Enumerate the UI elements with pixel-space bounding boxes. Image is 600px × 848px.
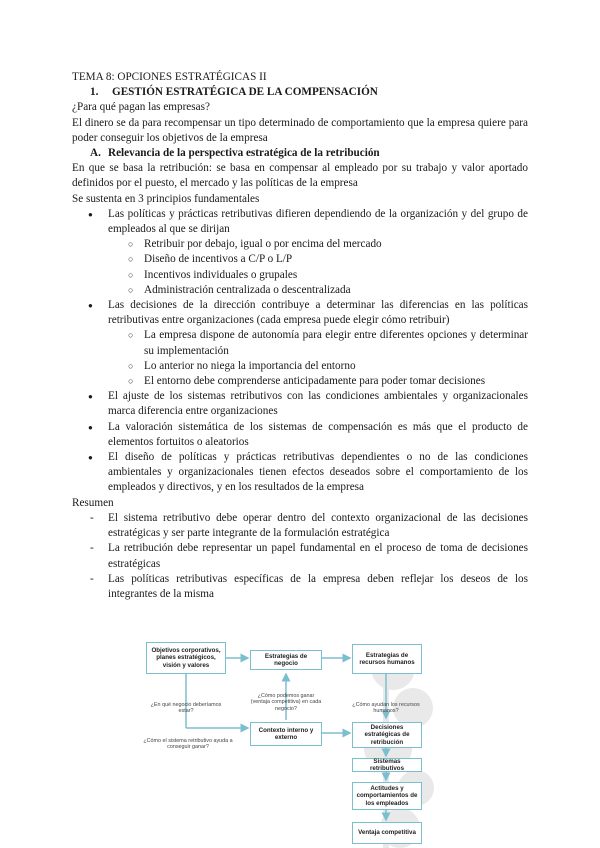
question-compensation-help: ¿Cómo el sistema retributivo ayuda a conseguir ganar? (143, 738, 233, 751)
sub-list-item: ○ Diseño de incentivos a C/P o L/P (72, 252, 528, 267)
question-competitive-advantage: ¿Cómo podemos ganar (ventaja competitiva) en cada negocio? (250, 693, 322, 712)
summary-item: - El sistema retributivo debe operar dentro del contexto organizacional de las decisiones estratégicas y ser parte integrante de la formulación estratégica (72, 511, 528, 541)
box-hr-strategies: Estrategias de recursos humanos (352, 644, 422, 674)
sub-list-item: ○ El entorno debe comprenderse anticipadamente para poder tomar decisiones (72, 374, 528, 389)
list-item: ● La valoración sistemática de los sistemas de compensación es más que el producto de elementos fortuitos o aleatorios (72, 420, 528, 450)
compensation-strategy-diagram (138, 638, 438, 848)
summary-item: - La retribución debe representar un papel fundamental en el proceso de toma de decisiones estratégicas (72, 541, 528, 571)
sub-list-item: ○ Administración centralizada o descentralizada (72, 283, 528, 298)
section-1-title: GESTIÓN ESTRATÉGICA DE LA COMPENSACIÓN (112, 86, 378, 99)
sub-list-item: ○ Lo anterior no niega la importancia del entorno (72, 359, 528, 374)
summary-list (72, 511, 528, 602)
paragraph-principles: Se sustenta en 3 principios fundamentales (72, 192, 260, 205)
paragraph-basis: En que se basa la retribución: se basa en compensar al empleado por su trabajo y valor aportado definidos por el puesto, el mercado y las políticas de la empresa (72, 162, 528, 190)
list-item (72, 298, 528, 389)
question-why-pay: ¿Para qué pagan las empresas? (72, 101, 210, 114)
paragraph-money: El dinero se da para recompensar un tipo determinado de comportamiento que la empresa quiere para poder conseguir los objetivos de la empresa (72, 116, 528, 144)
question-hr-help: ¿Cómo ayudan los recursos humanos? (352, 702, 420, 715)
section-a-number: A. (90, 147, 101, 160)
box-competitive-advantage: Ventaja competitiva (352, 822, 422, 844)
document-header: TEMA 8: OPCIONES ESTRATÉGICAS II (72, 71, 267, 83)
question-business: ¿En qué negocio deberíamos estar? (150, 702, 222, 715)
document-body (72, 70, 528, 602)
principles-list (72, 207, 528, 496)
section-a-title: Relevancia de la perspectiva estratégica de la retribución (108, 147, 380, 160)
box-compensation-systems: Sistemas retributivos (352, 758, 422, 772)
summary-item: - Las políticas retributivas específicas de la empresa deben reflejar los deseos de los integrantes de la misma (72, 572, 528, 602)
bullet-text: Las políticas y prácticas retributivas difieren dependiendo de la organización y del grupo de empleados al que se dirijan (108, 207, 528, 236)
box-compensation-decisions: Decisiones estratégicas de retribución (352, 722, 422, 748)
list-item: ● El ajuste de los sistemas retributivos con las condiciones ambientales y organizacionales marca diferencia entre organizaciones (72, 389, 528, 419)
sub-list (108, 328, 528, 389)
bullet-text: Las decisiones de la dirección contribuye a determinar las diferencias en las políticas retributivas entre organizaciones (cada empresa puede elegir cómo retribuir) (108, 299, 528, 327)
sub-list-item: ○ Retribuir por debajo, igual o por encima del mercado (72, 237, 528, 252)
box-business-strategies: Estrategias de negocio (250, 650, 322, 670)
section-a-heading (72, 146, 528, 161)
section-1-heading (72, 85, 528, 100)
box-internal-external-context: Contexto interno y externo (250, 722, 322, 746)
sub-list-item: ○ Incentivos individuales o grupales (72, 268, 528, 283)
sub-list (108, 237, 528, 298)
box-employee-attitudes: Actitudes y comportamientos de los empleados (352, 782, 422, 810)
box-corporate-objectives: Objetivos corporativos, planes estratégicos, visión y valores (146, 642, 226, 674)
sub-list-item: ○ La empresa dispone de autonomía para elegir entre diferentes opciones y determinar su implementación (72, 328, 528, 358)
list-item: ● El diseño de políticas y prácticas retributivas dependientes o no de las condiciones ambientales y organizacionales tienen efectos deseados sobre el comportamiento de los empleados y directivos, y en los resultados de la empresa (72, 450, 528, 496)
list-item (72, 207, 528, 298)
summary-label: Resumen (72, 496, 114, 509)
section-1-number: 1. (90, 86, 99, 99)
